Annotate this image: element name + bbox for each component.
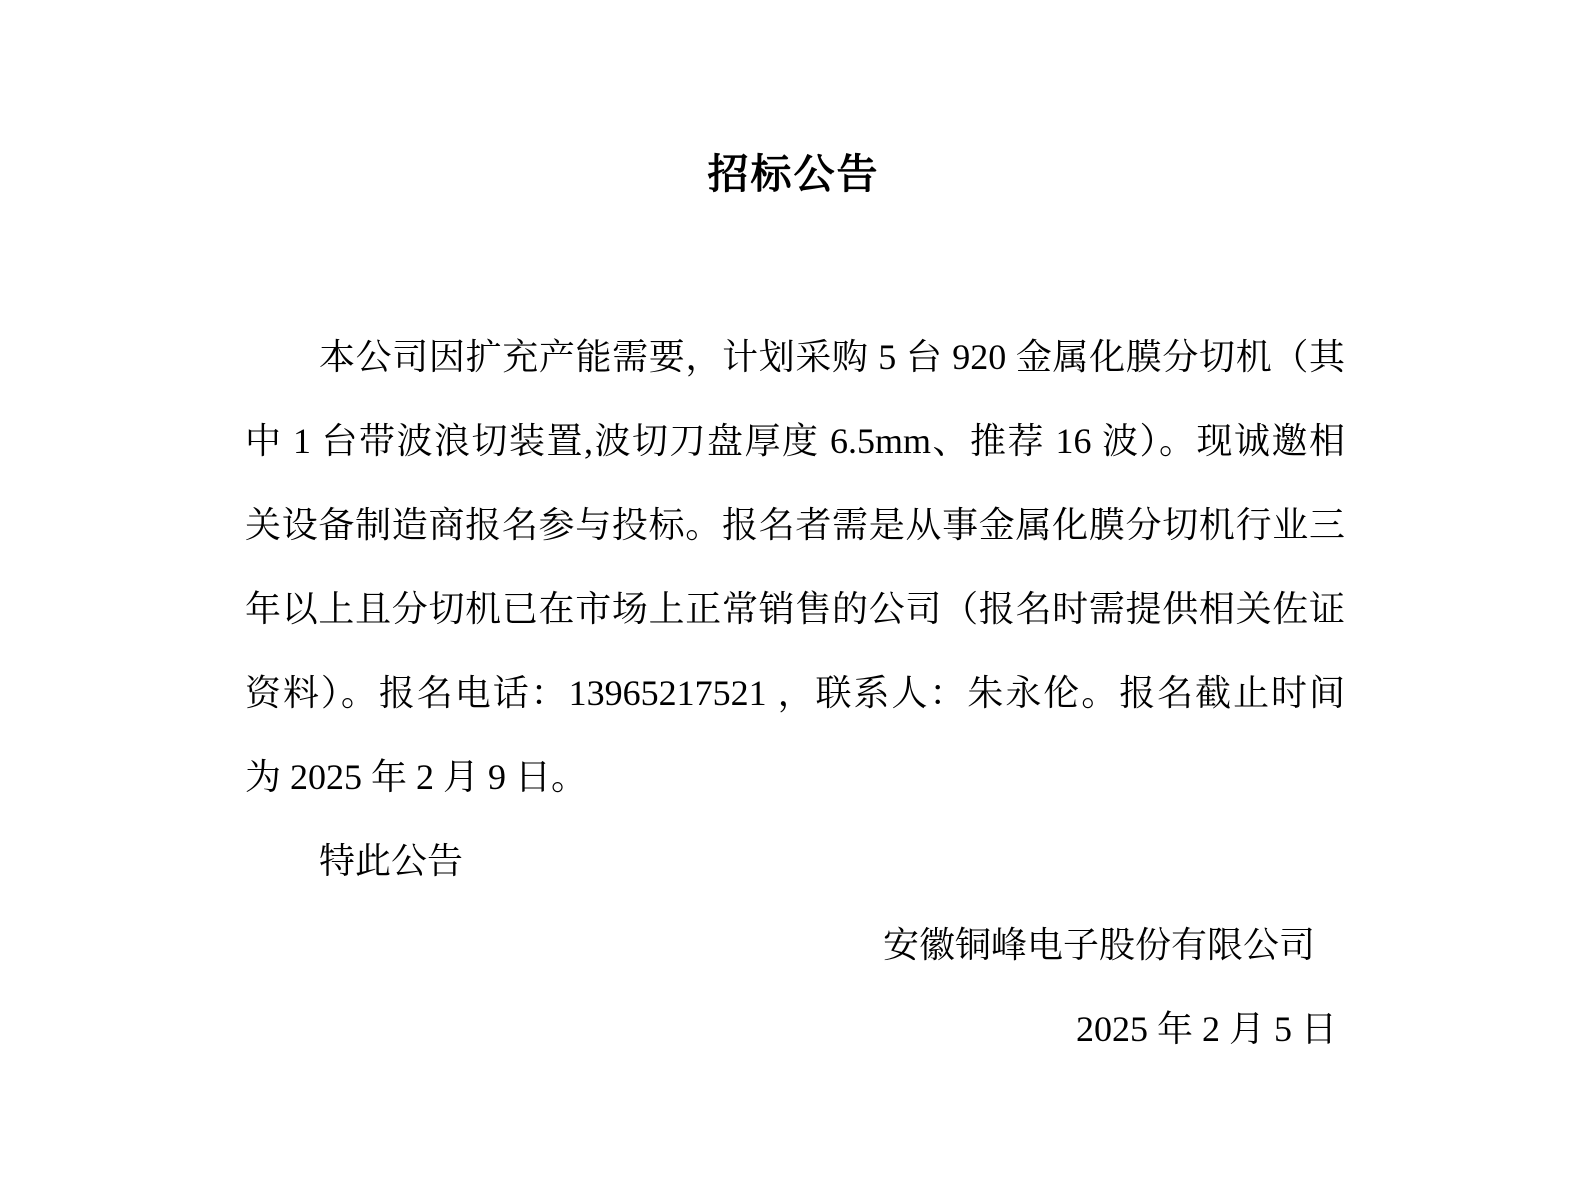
company-signature: 安徽铜峰电子股份有限公司 (882, 925, 1315, 965)
body-line-4: 年以上且分切机已在市场上正常销售的公司（报名时需提供相关佐证 (245, 589, 1345, 629)
document-title: 招标公告 (707, 151, 880, 197)
body-line-2: 中 1 台带波浪切装置,波切刀盘厚度 6.5mm、推荐 16 波）。现诚邀相 (245, 421, 1345, 461)
document-body (245, 315, 1345, 1071)
body-line-6: 为 2025 年 2 月 9 日。 (245, 757, 588, 797)
body-line-3: 关设备制造商报名参与投标。报名者需是从事金属化膜分切机行业三 (245, 505, 1345, 545)
body-line-1: 本公司因扩充产能需要，计划采购 5 台 920 金属化膜分切机（其 (319, 337, 1345, 377)
body-line-5: 资料）。报名电话：13965217521 ，联系人：朱永伦。报名截止时间 (245, 673, 1345, 713)
signature-date: 2025 年 2 月 5 日 (1075, 1009, 1337, 1049)
closing-statement: 特此公告 (319, 841, 464, 881)
